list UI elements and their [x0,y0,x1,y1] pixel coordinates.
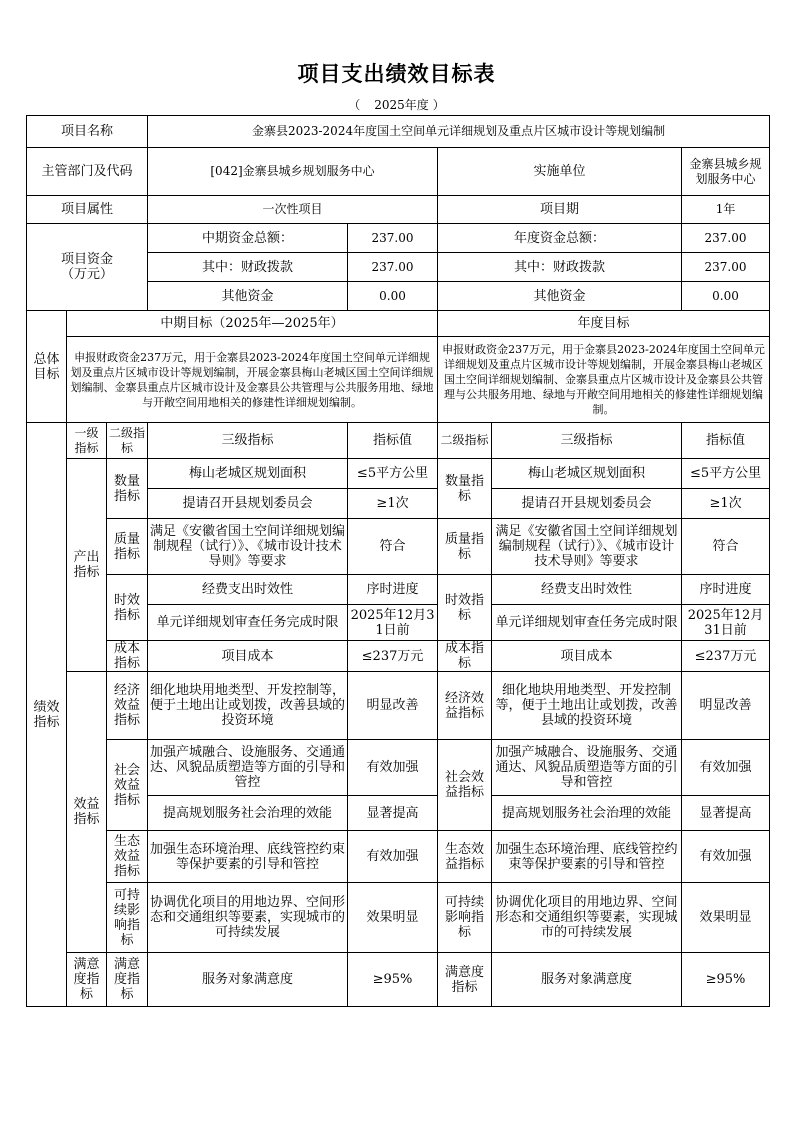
mid-other-label: 其他资金 [148,282,348,311]
sustain-label-b: 可持续影响指标 [438,883,492,953]
time-label: 时效指标 [107,575,148,641]
table-row [27,953,770,1007]
social1-name: 加强产城融合、设施服务、交通通达、风貌品质塑造等方面的引导和管控 [148,740,348,796]
econ1-name: 细化地块用地类型、开发控制等，便于土地出让或划拨，改善县域的投资环境 [148,672,348,740]
qty1-name-b: 梅山老城区规划面积 [492,459,682,489]
attr-value: 一次性项目 [148,196,438,224]
year-goal-header: 年度目标 [438,311,770,337]
header-l1: 一级指标 [67,423,107,459]
sat1-value: ≥95% [348,953,438,1007]
year-other-label: 其他资金 [438,282,682,311]
table-row [27,641,770,672]
social2-name-b: 提高规划服务社会治理的效能 [492,796,682,831]
project-name-value: 金寨县2023-2024年度国土空间单元详细规划及重点片区城市设计等规划编制 [148,116,770,148]
attr-label: 项目属性 [27,196,148,224]
satisfaction-label: 满意度指标 [67,953,107,1007]
qty2-name: 提请召开县规划委员会 [148,489,348,519]
mid-goal-text: 申报财政资金237万元，用于金寨县2023-2024年度国土空间单元详细规划及重点片区城市设计等规划编制，开展金寨县梅山老城区国土空间详细规划编制、金寨县重点片区城市设计及金寨县公共管理与公共服务用地、绿地与开敞空间用地相关的修建性详细规划编制。 [67,337,438,423]
year-fiscal-label: 其中：财政拨款 [438,253,682,282]
time2-value: 2025年12月31日前 [348,605,438,641]
sustain1-name: 协调优化项目的用地边界、空间形态和交通组织等要素，实现城市的可持续发展 [148,883,348,953]
impl-value: 金寨县城乡规划服务中心 [682,148,770,196]
project-name-label: 项目名称 [27,116,148,148]
cost-label: 成本指标 [107,641,148,672]
mid-total-label: 中期资金总额： [148,224,348,253]
sat-l2-label-b: 满意度指标 [438,953,492,1007]
social2-name: 提高规划服务社会治理的效能 [148,796,348,831]
quality1-value-b: 符合 [682,519,770,575]
cost1-name-b: 项目成本 [492,641,682,672]
eco1-value-b: 有效加强 [682,831,770,883]
econ1-name-b: 细化地块用地类型、开发控制等，便于土地出让或划拨，改善县域的投资环境 [492,672,682,740]
performance-target-table [26,115,770,1007]
quality1-value: 符合 [348,519,438,575]
sat1-value-b: ≥95% [682,953,770,1007]
qty-label: 数量指标 [107,459,148,519]
time-label-b: 时效指标 [438,575,492,641]
time2-name: 单元详细规划审查任务完成时限 [148,605,348,641]
time1-name: 经费支出时效性 [148,575,348,605]
header-value-b: 指标值 [682,423,770,459]
mid-goal-header: 中期目标（2025年—2025年） [67,311,438,337]
page-title: 项目支出绩效目标表 [297,61,496,86]
qty2-value-b: ≥1次 [682,489,770,519]
quality1-name: 满足《安徽省国土空间详细规划编制规程（试行）》、《城市设计技术导则》等要求 [148,519,348,575]
eco1-name-b: 加强生态环境治理、底线管控约束等保护要素的引导和管控 [492,831,682,883]
period-label: 项目期 [438,196,682,224]
dept-label: 主管部门及代码 [27,148,148,196]
cost1-name: 项目成本 [148,641,348,672]
funds-label [27,224,148,311]
header-l2: 二级指标 [107,423,148,459]
table-row [27,883,770,953]
row-funds-total [27,224,770,253]
qty2-value: ≥1次 [348,489,438,519]
row-goal-headers [27,311,770,337]
social1-value-b: 有效加强 [682,740,770,796]
table-row [27,740,770,796]
year-total-value: 237.00 [682,224,770,253]
mid-fiscal-label: 其中：财政拨款 [148,253,348,282]
eco-label: 生态效益指标 [107,831,148,883]
dept-value: [042]金寨县城乡规划服务中心 [148,148,438,196]
mid-total-value: 237.00 [348,224,438,253]
qty2-name-b: 提请召开县规划委员会 [492,489,682,519]
year-fiscal-value: 237.00 [682,253,770,282]
cost-label-b: 成本指标 [438,641,492,672]
row-perf-headers [27,423,770,459]
qty1-value: ≤5平方公里 [348,459,438,489]
sat1-name-b: 服务对象满意度 [492,953,682,1007]
table-row [27,672,770,740]
year-other-value: 0.00 [682,282,770,311]
time1-value-b: 序时进度 [682,575,770,605]
row-goal-text [27,337,770,423]
social1-name-b: 加强产城融合、设施服务、交通通达、风貌品质塑造等方面的引导和管控 [492,740,682,796]
output-label: 产出指标 [67,459,107,672]
sustain1-name-b: 协调优化项目的用地边界、空间形态和交通组织等要素，实现城市的可持续发展 [492,883,682,953]
paren-open: （ [348,98,361,112]
time2-value-b: 2025年12月31日前 [682,605,770,641]
row-project-name [27,116,770,148]
qty1-name: 梅山老城区规划面积 [148,459,348,489]
year-goal-text: 申报财政资金237万元，用于金寨县2023-2024年度国土空间单元详细规划及重点片区城市设计等规划编制，开展金寨县梅山老城区国土空间详细规划编制、金寨县重点片区城市设计及金寨县公共管理与公共服务用地、绿地与开敞空间用地相关的修建性详细规划编制。 [438,337,770,423]
time2-name-b: 单元详细规划审查任务完成时限 [492,605,682,641]
econ-label-b: 经济效益指标 [438,672,492,740]
table-row [27,575,770,605]
quality-label-b: 质量指标 [438,519,492,575]
cost1-value-b: ≤237万元 [682,641,770,672]
period-value: 1年 [682,196,770,224]
econ1-value: 明显改善 [348,672,438,740]
year-subtitle [0,96,793,113]
funds-label-line1: 项目资金 [61,252,114,267]
goals-label: 总体目标 [27,311,67,423]
eco1-name: 加强生态环境治理、底线管控约束等保护要素的引导和管控 [148,831,348,883]
benefit-label: 效益指标 [67,672,107,953]
paren-close: ） [432,98,445,112]
header-l3: 三级指标 [148,423,348,459]
quality-label: 质量指标 [107,519,148,575]
social2-value: 显著提高 [348,796,438,831]
time1-value: 序时进度 [348,575,438,605]
sustain-label: 可持续影响指标 [107,883,148,953]
impl-label: 实施单位 [438,148,682,196]
budget-year: 2025年度 [374,98,429,112]
cost1-value: ≤237万元 [348,641,438,672]
social1-value: 有效加强 [348,740,438,796]
mid-other-value: 0.00 [348,282,438,311]
header-l2-b: 二级指标 [438,423,492,459]
table-row [27,519,770,575]
header-value: 指标值 [348,423,438,459]
social-label-b: 社会效益指标 [438,740,492,831]
sat1-name: 服务对象满意度 [148,953,348,1007]
year-total-label: 年度资金总额： [438,224,682,253]
quality1-name-b: 满足《安徽省国土空间详细规划编制规程（试行）》、《城市设计技术导则》等要求 [492,519,682,575]
mid-fiscal-value: 237.00 [348,253,438,282]
social2-value-b: 显著提高 [682,796,770,831]
time1-name-b: 经费支出时效性 [492,575,682,605]
social-label: 社会效益指标 [107,740,148,831]
row-department [27,148,770,196]
sustain1-value: 效果明显 [348,883,438,953]
table-row [27,459,770,489]
eco1-value: 有效加强 [348,831,438,883]
econ-label: 经济效益指标 [107,672,148,740]
qty1-value-b: ≤5平方公里 [682,459,770,489]
qty-label-b: 数量指标 [438,459,492,519]
eco-label-b: 生态效益指标 [438,831,492,883]
sustain1-value-b: 效果明显 [682,883,770,953]
perf-label: 绩效指标 [27,423,67,1007]
funds-label-line2: （万元） [61,267,114,282]
sat-l2-label: 满意度指标 [107,953,148,1007]
table-row [27,831,770,883]
header-l3-b: 三级指标 [492,423,682,459]
econ1-value-b: 明显改善 [682,672,770,740]
row-attribute [27,196,770,224]
